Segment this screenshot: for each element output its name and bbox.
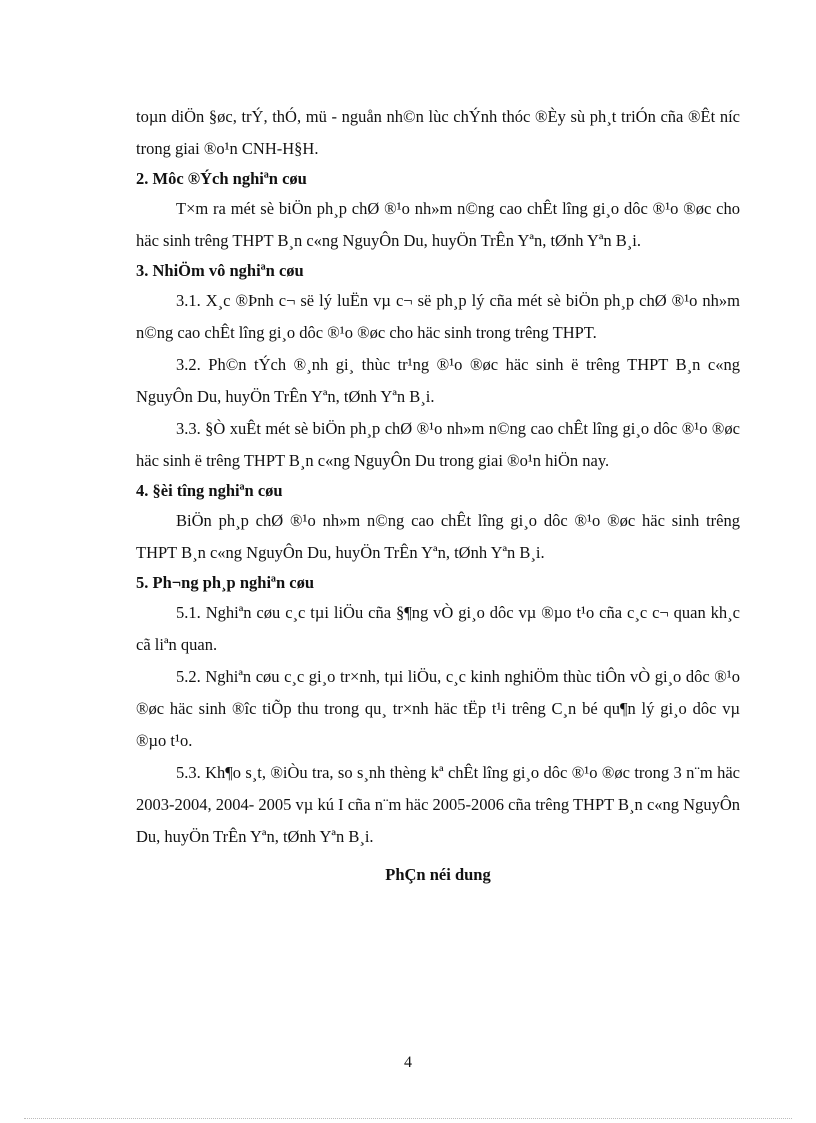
page-body	[136, 101, 740, 891]
paragraph-phuong-phap-5-3: 5.3. Kh¶o s¸t, ®iÒu tra, so s¸nh thèng kª chÊt lîng gi¸o dôc ®¹o ®øc trong 3 n¨m häc 2003-2004, 2004- 2005 vµ kú I cña n¨m häc 2005-2006 cña trêng THPT B¸n c«ng NguyÔn Du, huyÖn TrÊn Yªn, tØnh Yªn B¸i.	[136, 763, 740, 846]
heading-muc-dich: 2. Môc ®Ých nghiªn cøu	[136, 169, 307, 188]
heading-nhiem-vu: 3. NhiÖm vô nghiªn cøu	[136, 261, 304, 280]
paragraph-phuong-phap-5-1: 5.1. Nghiªn cøu c¸c tµi liÖu cña §¶ng vÒ gi¸o dôc vµ ®µo t¹o cña c¸c c¬ quan kh¸c cã liªn quan.	[136, 603, 740, 654]
paragraph-intro-continuation: toµn diÖn §øc, trÝ, thÓ, mü - nguån nh©n lùc chÝnh thóc ®Èy sù ph¸t triÓn cña ®Êt níc trong giai ®o¹n CNH-H§H.	[136, 107, 740, 158]
page-bottom-divider	[24, 1118, 792, 1119]
paragraph-nhiem-vu-3-2: 3.2. Ph©n tÝch ®¸nh gi¸ thùc tr¹ng ®¹o ®øc häc sinh ë trêng THPT B¸n c«ng NguyÔn Du, huyÖn TrÊn Yªn, tØnh Yªn B¸i.	[136, 355, 740, 406]
page-number: 4	[404, 1054, 412, 1071]
heading-doi-tuong: 4. §èi tîng nghiªn cøu	[136, 481, 283, 500]
paragraph-nhiem-vu-3-3: 3.3. §Ò xuÊt mét sè biÖn ph¸p chØ ®¹o nh»m n©ng cao chÊt lîng gi¸o dôc ®¹o ®øc häc sinh ë trêng THPT B¸n c«ng NguyÔn Du trong giai ®o¹n hiÖn nay.	[136, 419, 740, 470]
paragraph-doi-tuong: BiÖn ph¸p chØ ®¹o nh»m n©ng cao chÊt lîng gi¸o dôc ®¹o ®øc häc sinh trêng THPT B¸n c«ng NguyÔn Du, huyÖn TrÊn Yªn, tØnh Yªn B¸i.	[136, 511, 740, 562]
paragraph-nhiem-vu-3-1: 3.1. X¸c ®Þnh c¬ së lý luËn vµ c¬ së ph¸p lý cña mét sè biÖn ph¸p chØ ®¹o nh»m n©ng cao chÊt lîng gi¸o dôc ®¹o ®øc cho häc sinh trong trêng THPT.	[136, 291, 740, 342]
heading-phuong-phap: 5. Ph¬ng ph¸p nghiªn cøu	[136, 573, 315, 592]
paragraph-phuong-phap-5-2: 5.2. Nghiªn cøu c¸c gi¸o tr×nh, tµi liÖu, c¸c kinh nghiÖm thùc tiÔn vÒ gi¸o dôc ®¹o ®øc häc sinh ®îc tiÕp thu trong qu¸ tr×nh häc tËp t¹i trêng C¸n bé qu¶n lý gi¸o dôc vµ ®µo t¹o.	[136, 667, 740, 750]
paragraph-muc-dich: T×m ra mét sè biÖn ph¸p chØ ®¹o nh»m n©ng cao chÊt lîng gi¸o dôc ®¹o ®øc cho häc sinh trêng THPT B¸n c«ng NguyÔn Du, huyÖn TrÊn Yªn, tØnh Yªn B¸i.	[136, 199, 740, 250]
section-title: PhÇn néi dung	[385, 865, 491, 884]
